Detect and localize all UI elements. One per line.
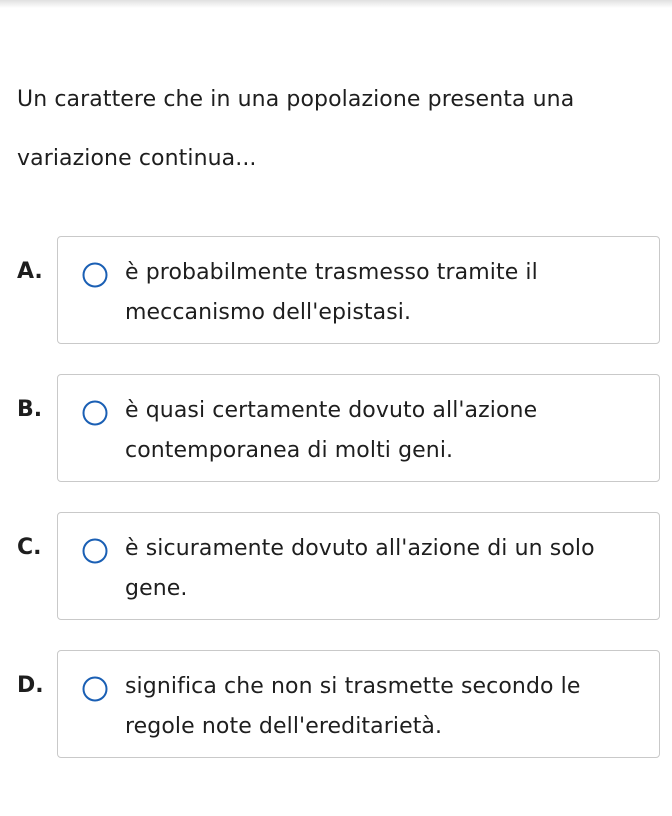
radio-unchecked-icon[interactable] [82,400,108,426]
option-d [17,650,662,762]
option-c [17,512,662,624]
option-b [17,374,662,486]
option-c-button[interactable] [57,512,660,620]
option-text: è quasi certamente dovuto all'azione contemporanea di molti geni. [125,398,538,463]
option-a-button[interactable] [57,236,660,344]
option-text: è probabilmente trasmesso tramite il meccanismo dell'epistasi. [125,260,538,325]
option-text: è sicuramente dovuto all'azione di un solo gene. [125,536,595,601]
option-letter: A. [17,259,43,284]
radio-unchecked-icon[interactable] [82,676,108,702]
question-text: Un carattere che in una popolazione presenta una variazione continua... [17,87,575,171]
radio-unchecked-icon[interactable] [82,538,108,564]
option-letter: B. [17,397,43,422]
option-letter: C. [17,535,42,560]
option-b-button[interactable] [57,374,660,482]
option-text: significa che non si trasmette secondo le regole note dell'ereditarietà. [125,674,581,739]
option-d-button[interactable] [57,650,660,758]
header-shadow [0,0,672,8]
option-letter: D. [17,673,44,698]
radio-unchecked-icon[interactable] [82,262,108,288]
option-a [17,236,662,348]
